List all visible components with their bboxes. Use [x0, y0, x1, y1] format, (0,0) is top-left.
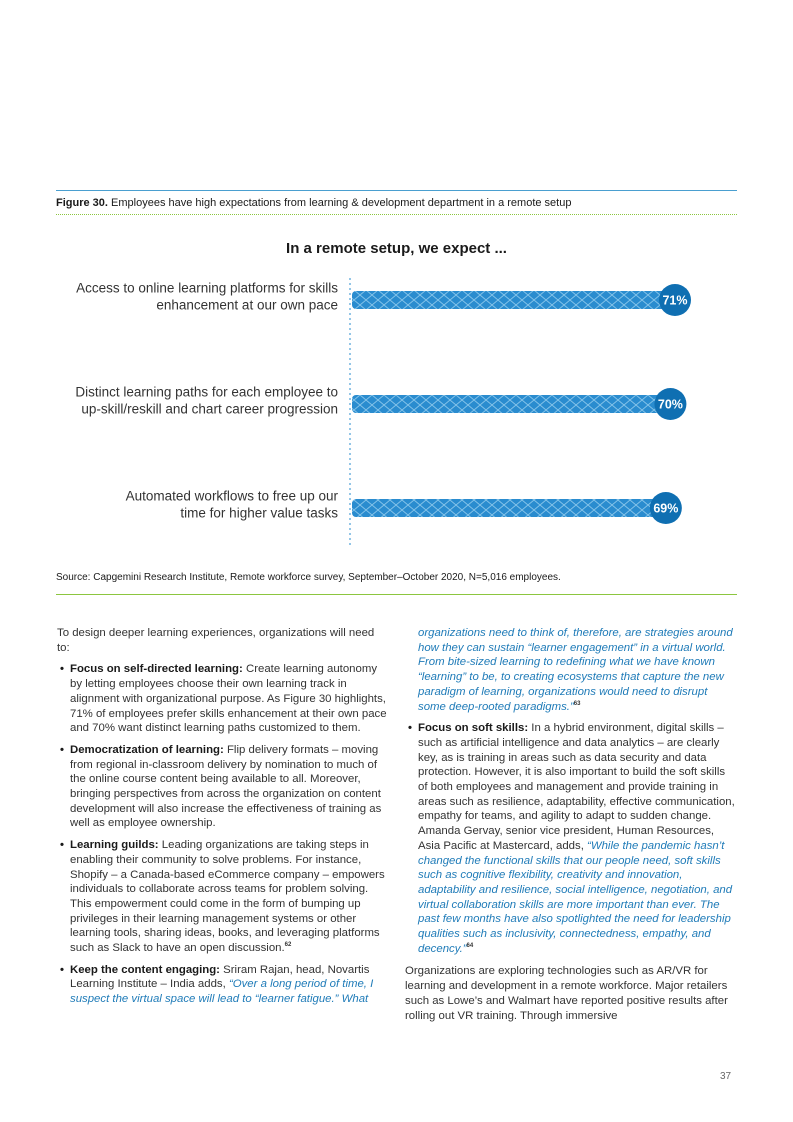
left-column [57, 626, 387, 1007]
bullet-title: Focus on self-directed learning: [70, 663, 243, 676]
intro-paragraph: To design deeper learning experiences, organizations will need to: [57, 627, 375, 654]
category-label-3-line-1: Automated workflows to free up our [125, 488, 338, 504]
figure-label: Figure 30. [56, 197, 108, 209]
footnote-ref: 62 [284, 942, 292, 949]
bullet-text: Sriram Rajan, head, Novartis Learning Institute – India adds, [70, 963, 370, 991]
bullet-title: Democratization of learning: [70, 743, 224, 756]
bar-1 [352, 291, 675, 309]
data-label-2: 70% [657, 397, 683, 412]
bullet-list-left [57, 662, 387, 1006]
category-label-2-line-2: up-skill/reskill and chart career progression [81, 401, 338, 417]
bullet-engaging-content [57, 963, 387, 1007]
data-label-3: 69% [653, 501, 679, 516]
figure-caption-text: Employees have high expectations from learning & development department in a remote setup [111, 197, 572, 209]
bullet-democratization [57, 743, 387, 831]
bar-3 [352, 499, 666, 517]
quote-text: “Over a long period of time, I suspect the virtual space will lead to “learner fatigue.” What [70, 978, 374, 1006]
bullet-text: Flip delivery formats – moving from regional in-classroom delivery by nomination to much of the online course content being available to all. Moreover, bringing perspectives from across the organization on content development will also increase the effectiveness of training as well as employee ownership. [70, 743, 382, 830]
page-number: 37 [720, 1071, 732, 1082]
category-label-3-line-2: time for higher value tasks [180, 505, 338, 521]
bullet-title: Focus on soft skills: [418, 722, 529, 735]
quote-continued-paragraph [405, 626, 737, 714]
green-divider [56, 594, 737, 595]
bullet-text: In a hybrid environment, digital skills – such as artificial intelligence and data analytics – are clearly key, as is training in areas such as data security and data protection. However, it is also important to build the soft skills of both employees and management and provide training in areas such as resilience, adaptability, effective communication, empathy for teams, and agility to adapt to sudden change. Amanda Gervay, senior vice president, Human Resources, Asia Pacific at Mastercard, adds, [418, 722, 735, 852]
category-label-2-line-1: Distinct learning paths for each employee to [75, 384, 338, 400]
bullet-self-directed [57, 662, 387, 736]
footnote-ref: 64 [466, 942, 474, 949]
source-note: Source: Capgemini Research Institute, Remote workforce survey, September–October 2020, N=5,016 employees. [56, 572, 561, 583]
bullet-title: Learning guilds: [70, 839, 159, 852]
category-label-1-line-2: enhancement at our own pace [156, 297, 338, 313]
bullet-text: Create learning autonomy by letting employees choose their own learning track in alignment with organizational purpose. As Figure 30 highlights, 71% of employees prefer skills enhancement at their own pace and 70% want distinct learning paths customized to them. [70, 663, 387, 735]
data-label-1: 71% [662, 293, 688, 308]
right-column [405, 626, 737, 1023]
bullet-text: Leading organizations are taking steps in enabling their community to solve problems. For instance, Shopify – a Canada-based eCommerce company – empowers individuals to collaborate across teams for problem solving. This empowerment could come in the form of bumping up privileges in their learning management systems or other learning tools, sharing ideas, books, and leveraging platforms such as Slack to have an open discussion. [70, 839, 385, 955]
bars-group [75, 281, 691, 525]
quote-text: “While the pandemic hasn’t changed the functional skills that our people need, soft skills such as cognitive flexibility, creativity and innovation, adaptability and resilience, social intelligence, negotiation, and virtual collaboration skills are more important than ever. The past few months have also spotlighted the need for leadership qualities such as inclusivity, connectedness, empathy, and decency.” [418, 839, 733, 955]
chart-title: In a remote setup, we expect ... [286, 240, 507, 257]
category-label-1-line-1: Access to online learning platforms for skills [76, 280, 338, 296]
bullet-list-right [405, 721, 737, 956]
bullet-learning-guilds [57, 838, 387, 956]
quote-text: organizations need to think of, therefore, are strategies around how they can sustain “learner engagement” in a virtual world. From bite-sized learning to redefining what we have known “learning” to be, to creating ecosystems that capture the new paradigm of learning, organizations would need to disrupt some deep-rooted paradigms.” [418, 627, 733, 713]
bar-2 [352, 395, 670, 413]
bullet-title: Keep the content engaging: [70, 963, 220, 976]
footnote-ref: 63 [573, 700, 581, 707]
bar-chart [0, 0, 793, 560]
bullet-soft-skills [405, 721, 737, 956]
closing-paragraph: Organizations are exploring technologies such as AR/VR for learning and development in a remote workforce. Major retailers such as Lowe’s and Walmart have reported positive results after rolling out VR training. Through immersive [405, 965, 728, 1022]
